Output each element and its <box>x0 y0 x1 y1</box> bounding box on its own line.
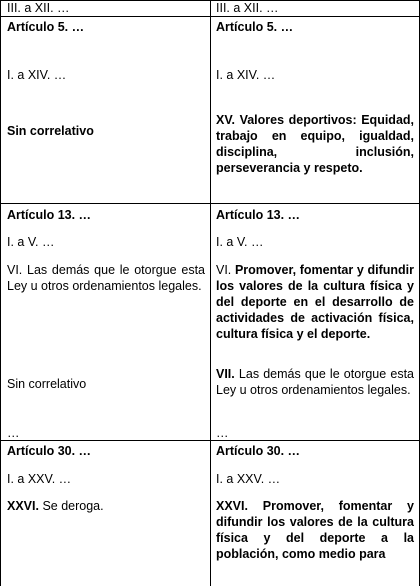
right-art30-range: I. a XXV. … <box>216 472 281 486</box>
xxvi-text: Se deroga. <box>38 499 104 513</box>
right-art13-vi <box>216 262 414 342</box>
left-art5-note: Sin correlativo <box>7 124 94 138</box>
right-art30-heading: Artículo 30. … <box>216 444 301 458</box>
row-border <box>1 440 419 441</box>
right-art13-ellipsis: … <box>216 426 229 440</box>
right-art5-heading: Artículo 5. … <box>216 20 294 34</box>
right-art13-heading: Artículo 13. … <box>216 208 301 222</box>
left-art30-range: I. a XXV. … <box>7 472 72 486</box>
left-art13-ellipsis: … <box>7 426 20 440</box>
xv-number: XV. <box>216 113 236 127</box>
left-art5-heading: Artículo 5. … <box>7 20 85 34</box>
vii-number: VII. <box>216 367 235 381</box>
vii-text: Las demás que le otorgue esta Ley u otros ordenamientos legales. <box>216 367 414 397</box>
left-art30-heading: Artículo 30. … <box>7 444 92 458</box>
right-art5-range: I. a XIV. … <box>216 68 276 82</box>
left-art5-range: I. a XIV. … <box>7 68 67 82</box>
right-art30-xxvi: XXVI. Promover, fomentar y difundir los valores de la cultura física y del deporte a la población, como medio para <box>216 499 414 561</box>
right-art13-range: I. a V. … <box>216 235 264 249</box>
left-top-range: III. a XII. … <box>7 1 70 15</box>
right-top-range: III. a XII. … <box>216 1 279 15</box>
left-art13-range: I. a V. … <box>7 235 55 249</box>
vi-number: VI. <box>216 263 232 277</box>
left-art13-heading: Artículo 13. … <box>7 208 92 222</box>
xxvi-number: XXVI. <box>7 499 39 513</box>
vi-text: Promover, fomentar y difundir los valores de la cultura física y del deporte en el desarrollo de actividades de activación física, cultura física y el deporte. <box>216 263 414 341</box>
right-art5-xv <box>216 112 414 176</box>
row-border <box>1 203 419 204</box>
column-divider <box>210 0 211 586</box>
left-art13-note: Sin correlativo <box>7 377 87 391</box>
right-art13-vii <box>216 366 414 398</box>
row-border <box>1 16 419 17</box>
left-art30-xxvi <box>7 498 104 514</box>
left-art13-vi: VI. Las demás que le otorgue esta Ley u otros ordenamientos legales. <box>7 263 205 293</box>
xv-text: Valores deportivos: Equidad, trabajo en equipo, igualdad, disciplina, inclusión, perseverancia y respeto. <box>216 113 414 175</box>
